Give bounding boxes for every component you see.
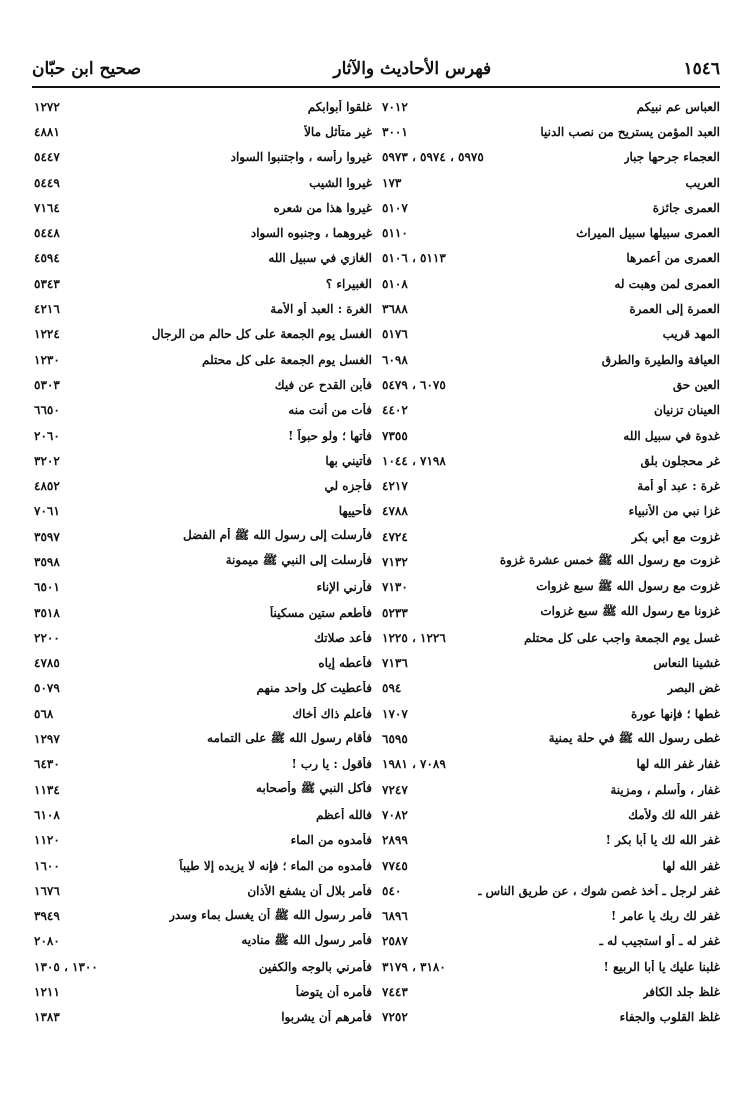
- index-entry: [30, 499, 372, 524]
- hadith-text: فأبن القدح عن فيك: [274, 377, 372, 392]
- hadith-text: غيروا هذا من شعره: [273, 200, 372, 215]
- hadith-text: فأمدوه من الماء ؛ فإنه لا يزيده إلا طيباً: [179, 858, 372, 873]
- hadith-number: ٢٠٨٠: [34, 934, 60, 949]
- index-entry: [378, 271, 720, 296]
- hadith-text: العين حق: [672, 377, 720, 392]
- hadith-number: ٧١٣٢: [382, 554, 408, 569]
- hadith-text: غدوة في سبيل الله: [623, 428, 720, 443]
- hadith-number: ٧١٣٠: [382, 580, 408, 595]
- index-entry: [30, 600, 372, 625]
- hadith-text: غيروا رأسه ، واجتنبوا السواد: [230, 150, 372, 165]
- index-entry: [30, 878, 372, 903]
- header-rule: [32, 86, 720, 88]
- hadith-number: ٣٢٠٢: [34, 453, 60, 468]
- index-entry: [378, 676, 720, 701]
- hadith-number: ٣٦٨٨: [382, 302, 408, 317]
- hadith-text: فأرسلت إلى النبي ﷺ ميمونة: [225, 553, 372, 568]
- hadith-text: غزوت مع رسول الله ﷺ خمس عشرة غزوة: [499, 553, 720, 568]
- hadith-number: ٧١٦٤: [34, 200, 60, 215]
- hadith-number: ٢٨٩٩: [382, 833, 408, 848]
- hadith-text: الغسل يوم الجمعة على كل محتلم: [201, 352, 372, 367]
- index-entry: [378, 372, 720, 397]
- index-entry: [30, 651, 372, 676]
- index-entry: [30, 473, 372, 498]
- hadith-number: ٧١٣٦: [382, 656, 408, 671]
- hadith-text: العمرة إلى العمرة: [629, 302, 720, 317]
- hadith-number: ٧٠٨٢: [382, 807, 408, 822]
- hadith-text: فأمر رسول الله ﷺ أن يغسل بماء وسدر: [169, 907, 372, 922]
- hadith-number: ٥٤٤٧: [34, 150, 60, 165]
- hadith-text: فأكل النبي ﷺ وأصحابه: [256, 781, 372, 796]
- hadith-number: ٣٥٩٨: [34, 554, 60, 569]
- index-entry: [30, 904, 372, 929]
- hadith-text: غزا نبي من الأنبياء: [628, 504, 720, 519]
- index-entry: [378, 853, 720, 878]
- hadith-number: ٥١٠٨: [382, 276, 408, 291]
- hadith-text: غطى رسول الله ﷺ في حلة يمنية: [548, 730, 720, 745]
- index-entry: [378, 195, 720, 220]
- hadith-number: ١٣٠٠ ، ١٣٠٥: [34, 959, 98, 974]
- hadith-number: ٧٤٤٣: [382, 985, 408, 1000]
- index-entry: [378, 246, 720, 271]
- hadith-number: ٥٤٤٨: [34, 226, 60, 241]
- hadith-number: ٥٠٧٩: [34, 681, 60, 696]
- hadith-number: ٧٢٥٢: [382, 1010, 408, 1025]
- hadith-number: ٤٧٨٥: [34, 656, 60, 671]
- index-entry: [30, 524, 372, 549]
- hadith-number: ٧٧٤٥: [382, 858, 408, 873]
- hadith-number: ٦٥٩٥: [382, 732, 408, 747]
- hadith-number: ٤٧٨٨: [382, 504, 408, 519]
- hadith-text: العجماء جرحها جبار: [623, 150, 720, 165]
- hadith-text: غطها ؛ فإنها عورة: [630, 706, 720, 721]
- index-entry: [378, 828, 720, 853]
- hadith-number: ٥١١٠: [382, 226, 408, 241]
- hadith-text: غزوت مع رسول الله ﷺ سبع غزوات: [536, 578, 720, 593]
- index-entry: [378, 170, 720, 195]
- hadith-number: ١٢٢٦ ، ١٢٢٥: [382, 630, 446, 645]
- hadith-text: فأعلم ذاك أخاك: [292, 706, 372, 721]
- hadith-number: ٥١١٣ ، ٥١٠٦: [382, 251, 446, 266]
- hadith-text: الغرة : العبد أو الأمة: [270, 302, 372, 317]
- index-entry: [30, 94, 372, 119]
- hadith-text: غيروا الشيب: [309, 175, 372, 190]
- hadith-number: ٤٨٨١: [34, 124, 60, 139]
- hadith-text: فأرسلت إلى رسول الله ﷺ أم الفضل: [182, 528, 372, 543]
- hadith-number: ٥٣٤٣: [34, 276, 60, 291]
- index-entry: [30, 398, 372, 423]
- index-entry: [30, 372, 372, 397]
- index-entry: [378, 979, 720, 1004]
- book-title: صحيح ابن حبّان: [32, 59, 142, 79]
- hadith-text: غزونا مع رسول الله ﷺ سبع غزوات: [540, 604, 720, 619]
- hadith-number: ٤٨٥٢: [34, 479, 60, 494]
- hadith-text: فأقول : يا رب !: [291, 757, 372, 772]
- hadith-text: فأحييها: [338, 504, 372, 519]
- index-entry: [378, 929, 720, 954]
- hadith-number: ١٦٠٠: [34, 858, 60, 873]
- hadith-text: العمرى جائزة: [652, 200, 720, 215]
- index-entry: [378, 777, 720, 802]
- hadith-text: العمرى من أعمرها: [626, 251, 720, 266]
- hadith-number: ٦٥٠١: [34, 580, 60, 595]
- hadith-number: ١٢٩٧: [34, 732, 60, 747]
- index-entry: [378, 954, 720, 979]
- index-entry: [378, 296, 720, 321]
- hadith-text: غض البصر: [667, 681, 720, 696]
- index-entry: [30, 271, 372, 296]
- index-entry: [30, 802, 372, 827]
- index-entry: [30, 929, 372, 954]
- index-entry: [30, 549, 372, 574]
- hadith-number: ٧٠١٢: [382, 99, 408, 114]
- hadith-number: ٢٢٠٠: [34, 630, 60, 645]
- hadith-number: ٤٤٠٢: [382, 403, 408, 418]
- hadith-number: ٧٠٨٩ ، ١٩٨١: [382, 757, 446, 772]
- index-entry: [30, 347, 372, 372]
- hadith-number: ٦٦٥٠: [34, 403, 60, 418]
- hadith-number: ٣١٨٠ ، ٣١٧٩: [382, 959, 446, 974]
- hadith-text: فأمدوه من الماء: [290, 833, 372, 848]
- index-entry: [378, 220, 720, 245]
- hadith-number: ٦٠٧٥ ، ٥٤٧٩: [382, 377, 446, 392]
- hadith-number: ١٦٧٦: [34, 883, 60, 898]
- index-entry: [30, 625, 372, 650]
- hadith-text: فأطعم ستين مسكيناً: [269, 605, 372, 620]
- index-entry: [378, 904, 720, 929]
- hadith-number: ٥٩٧٥ ، ٥٩٧٤ ، ٥٩٧٣: [382, 150, 484, 165]
- hadith-number: ٦٠٩٨: [382, 352, 408, 367]
- right-column: [378, 94, 720, 1030]
- hadith-number: ١٢٧٢: [34, 99, 60, 114]
- hadith-text: الغبيراء ؟: [325, 276, 372, 291]
- left-column: [30, 94, 372, 1030]
- index-entry: [30, 296, 372, 321]
- page-header: [32, 52, 720, 86]
- hadith-text: غسل يوم الجمعة واجب على كل محتلم: [523, 630, 720, 645]
- hadith-number: ٢٥٨٧: [382, 934, 408, 949]
- hadith-text: الغسل يوم الجمعة على كل حالم من الرجال: [151, 327, 372, 342]
- hadith-text: فأجزه لي: [324, 479, 372, 494]
- hadith-text: فأمرني بالوجه والكفين: [258, 959, 372, 974]
- hadith-text: فأعطيت كل واحد منهم: [256, 681, 372, 696]
- index-entry: [378, 398, 720, 423]
- hadith-text: غفار غفر الله لها: [636, 757, 720, 772]
- index-entry: [378, 473, 720, 498]
- index-entry: [30, 195, 372, 220]
- hadith-text: فأرني الإناء: [316, 580, 372, 595]
- hadith-text: فأمر بلال أن يشفع الأذان: [247, 883, 372, 898]
- index-entry: [378, 802, 720, 827]
- index-entry: [378, 651, 720, 676]
- hadith-number: ١٧٠٧: [382, 706, 408, 721]
- index-entry: [378, 322, 720, 347]
- hadith-number: ٧٣٥٥: [382, 428, 408, 443]
- hadith-number: ١٢٣٠: [34, 352, 60, 367]
- index-entry: [30, 752, 372, 777]
- hadith-number: ٥٤٤٩: [34, 175, 60, 190]
- hadith-text: العيافة والطيرة والطرق: [601, 352, 720, 367]
- hadith-number: ١١٣٤: [34, 782, 60, 797]
- index-entry: [30, 220, 372, 245]
- index-entry: [378, 549, 720, 574]
- hadith-text: فأت من أنت منه: [288, 403, 372, 418]
- index-entry: [30, 777, 372, 802]
- hadith-number: ١٢٢٤: [34, 327, 60, 342]
- hadith-text: غرة : عبد أو أمة: [637, 479, 720, 494]
- hadith-text: الغازي في سبيل الله: [268, 251, 372, 266]
- hadith-text: غر محجلون بلق: [640, 453, 720, 468]
- hadith-text: غلقوا أبوابكم: [307, 99, 372, 114]
- index-entry: [30, 322, 372, 347]
- hadith-text: غفر الله لك يا أبا بكر !: [605, 833, 720, 848]
- index-entry: [378, 625, 720, 650]
- hadith-text: العريب: [685, 175, 720, 190]
- hadith-number: ٣٥١٨: [34, 605, 60, 620]
- hadith-number: ٦٤٣٠: [34, 757, 60, 772]
- index-entry: [30, 1005, 372, 1030]
- hadith-number: ١١٢٠: [34, 833, 60, 848]
- hadith-number: ١٣٨٣: [34, 1010, 60, 1025]
- hadith-number: ٧١٩٨ ، ١٠٤٤: [382, 453, 446, 468]
- hadith-text: غلبنا عليك يا أبا الربيع !: [603, 959, 720, 974]
- hadith-number: ٥١٧٦: [382, 327, 408, 342]
- index-entry: [378, 94, 720, 119]
- hadith-number: ٤٥٩٤: [34, 251, 60, 266]
- hadith-text: غفر لرجل ـ أخذ غصن شوك ، عن طريق الناس ـ: [477, 883, 720, 898]
- index-entry: [378, 878, 720, 903]
- hadith-number: ٥٦٨: [34, 706, 54, 721]
- index-entry: [378, 448, 720, 473]
- index-entry: [30, 979, 372, 1004]
- hadith-number: ٦٨٩٦: [382, 909, 408, 924]
- index-entry: [378, 1005, 720, 1030]
- hadith-text: غفر الله لها: [662, 858, 720, 873]
- index-entry: [30, 448, 372, 473]
- hadith-number: ٥١٠٧: [382, 200, 408, 215]
- hadith-text: غلظ القلوب والجفاء: [619, 1010, 720, 1025]
- hadith-number: ٣٠٠١: [382, 124, 408, 139]
- hadith-number: ٢٠٦٠: [34, 428, 60, 443]
- hadith-text: العمرى لمن وهبت له: [614, 276, 720, 291]
- hadith-text: غزوت مع أبي بكر: [631, 529, 720, 544]
- index-entry: [30, 954, 372, 979]
- hadith-text: فأتيني بها: [325, 453, 372, 468]
- hadith-text: فأقام رسول الله ﷺ على التمامه: [207, 730, 372, 745]
- hadith-number: ٣٥٩٧: [34, 529, 60, 544]
- hadith-text: فأتها ؛ ولو حبواً !: [288, 428, 372, 443]
- hadith-number: ١٧٣: [382, 175, 402, 190]
- index-entry: [378, 499, 720, 524]
- index-entry: [30, 676, 372, 701]
- hadith-text: العينان تزنيان: [653, 403, 720, 418]
- index-entry: [378, 600, 720, 625]
- index-entry: [30, 170, 372, 195]
- hadith-number: ٥٢٣٣: [382, 605, 408, 620]
- index-entry: [30, 423, 372, 448]
- hadith-number: ٧٠٦١: [34, 504, 60, 519]
- hadith-text: فأمره أن يتوضأ: [295, 985, 372, 1000]
- hadith-text: غشينا النعاس: [653, 656, 720, 671]
- hadith-text: فأمر رسول الله ﷺ مناديه: [241, 932, 372, 947]
- hadith-number: ٦١٠٨: [34, 807, 60, 822]
- index-entry: [30, 119, 372, 144]
- hadith-text: غفر لك ربك يا عامر !: [610, 909, 720, 924]
- hadith-text: فأعطه إياه: [318, 656, 372, 671]
- index-entry: [30, 853, 372, 878]
- index-entry: [30, 145, 372, 170]
- index-entry: [378, 701, 720, 726]
- hadith-text: غلظ جلد الكافر: [642, 985, 720, 1000]
- hadith-number: ٤٧٢٤: [382, 529, 408, 544]
- hadith-text: غيروهما ، وجنبوه السواد: [250, 226, 372, 241]
- index-entry: [378, 575, 720, 600]
- index-entry: [378, 145, 720, 170]
- index-entry: [378, 524, 720, 549]
- index-entry: [30, 246, 372, 271]
- index-entry: [378, 752, 720, 777]
- hadith-text: غفار ، وأسلم ، ومزينة: [610, 782, 720, 797]
- hadith-number: ١٢١١: [34, 985, 60, 1000]
- hadith-text: العمرى سبيلها سبيل الميراث: [576, 226, 720, 241]
- index-entry: [378, 119, 720, 144]
- index-entry: [378, 726, 720, 751]
- hadith-number: ٥٣٠٣: [34, 377, 60, 392]
- index-entry: [378, 347, 720, 372]
- hadith-text: غفر الله لك ولأمك: [628, 807, 720, 822]
- page-title: فهرس الأحاديث والآثار: [333, 59, 492, 79]
- index-entry: [378, 423, 720, 448]
- index-entry: [30, 701, 372, 726]
- hadith-number: ٣٩٤٩: [34, 909, 60, 924]
- hadith-text: فالله أعظم: [316, 807, 372, 822]
- hadith-number: ٥٤٠: [382, 883, 402, 898]
- index-entry: [30, 828, 372, 853]
- hadith-text: فأمرهم أن يشربوا: [281, 1010, 372, 1025]
- hadith-text: غفر له ـ أو استجيب له ـ: [599, 934, 720, 949]
- hadith-text: غير متأثل مالاً: [304, 124, 372, 139]
- hadith-text: فأعد صلاتك: [314, 630, 372, 645]
- hadith-number: ٧٢٤٧: [382, 782, 408, 797]
- hadith-number: ٥٩٤: [382, 681, 402, 696]
- hadith-text: المهد قريب: [662, 327, 720, 342]
- index-entry: [30, 575, 372, 600]
- page-number: ١٥٤٦: [683, 59, 720, 79]
- hadith-number: ٤٢١٧: [382, 479, 408, 494]
- hadith-number: ٤٢١٦: [34, 302, 60, 317]
- hadith-text: العباس عم نبيكم: [636, 99, 720, 114]
- hadith-text: العبد المؤمن يستريح من نصب الدنيا: [540, 124, 720, 139]
- index-entry: [30, 726, 372, 751]
